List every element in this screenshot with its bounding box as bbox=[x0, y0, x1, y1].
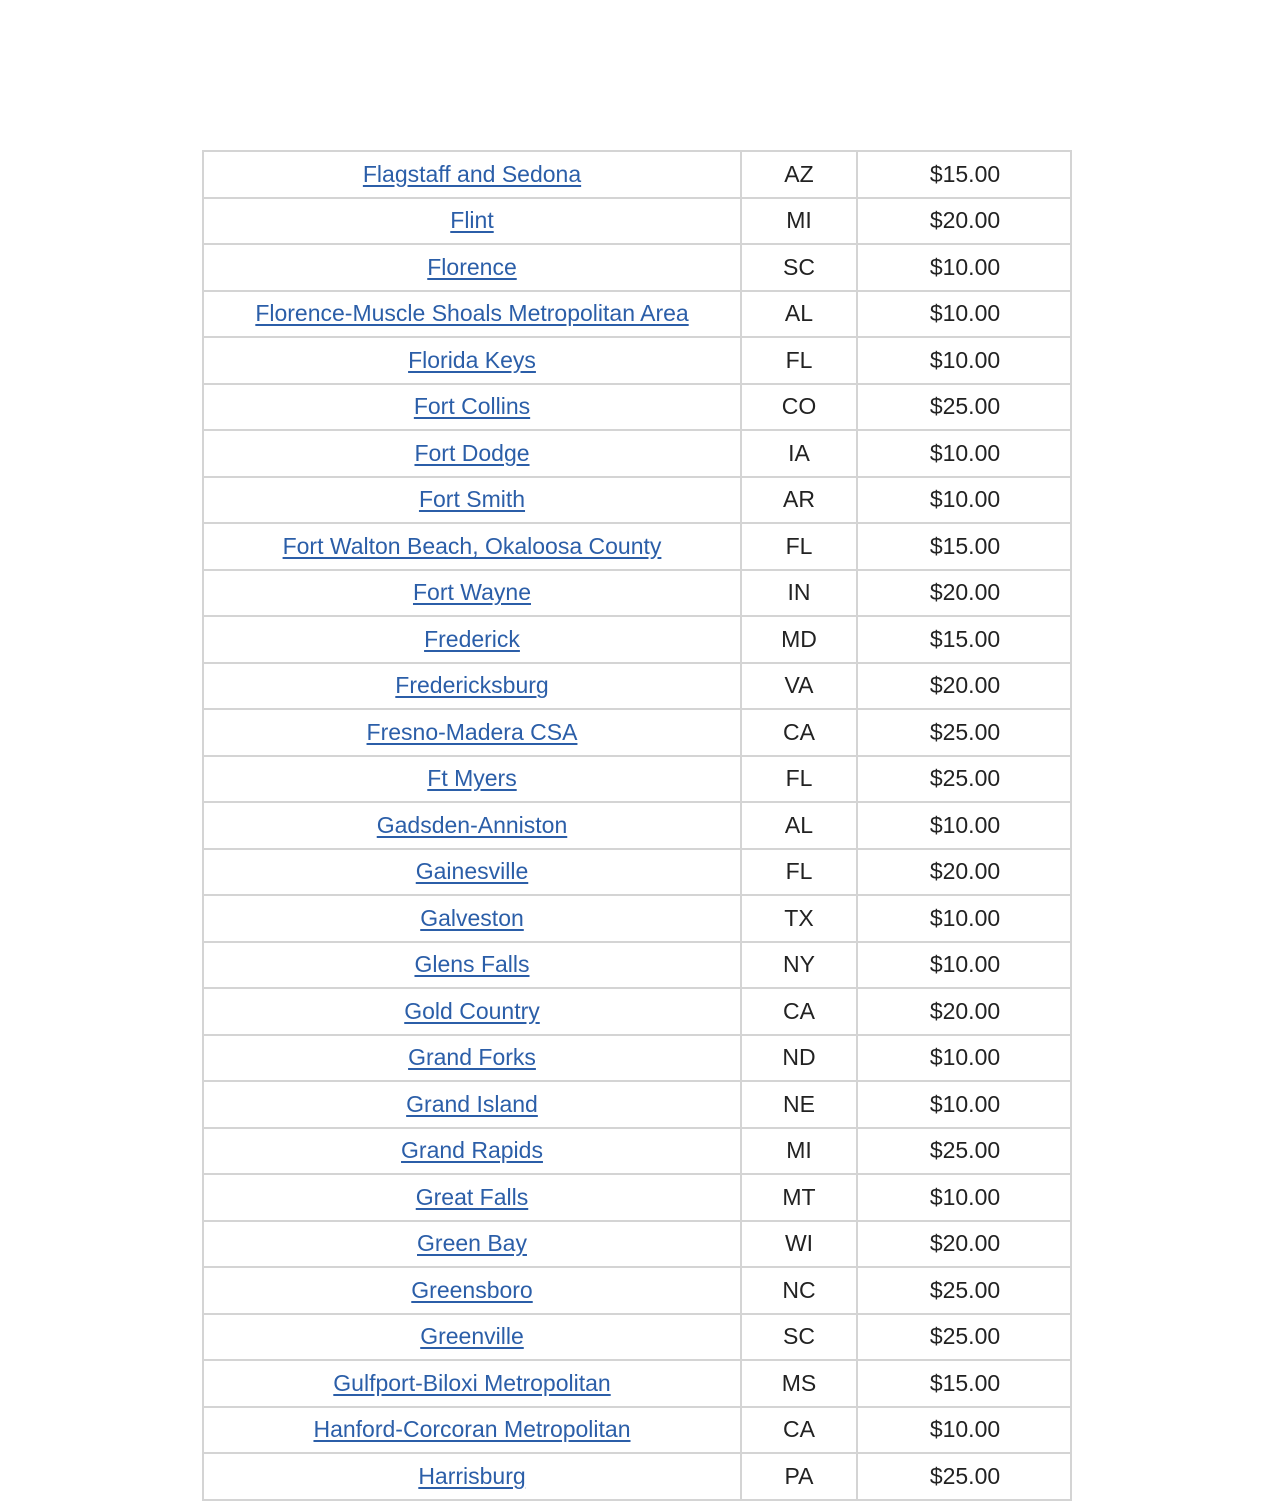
table-row bbox=[203, 384, 1071, 431]
city-cell bbox=[203, 1360, 741, 1407]
state-cell: IN bbox=[741, 570, 857, 617]
table-row bbox=[203, 802, 1071, 849]
price-cell: $20.00 bbox=[857, 570, 1071, 617]
price-cell: $25.00 bbox=[857, 1128, 1071, 1175]
city-link[interactable]: Florida Keys bbox=[408, 346, 536, 373]
city-link[interactable]: Fort Walton Beach, Okaloosa County bbox=[282, 532, 662, 559]
city-cell bbox=[203, 802, 741, 849]
table-row bbox=[203, 849, 1071, 896]
city-cell bbox=[203, 198, 741, 245]
table-row bbox=[203, 895, 1071, 942]
city-cell bbox=[203, 1221, 741, 1268]
table-row bbox=[203, 291, 1071, 338]
city-link[interactable]: Florence bbox=[427, 253, 517, 280]
table-row bbox=[203, 988, 1071, 1035]
state-cell: AL bbox=[741, 802, 857, 849]
table-row bbox=[203, 477, 1071, 524]
city-cell bbox=[203, 430, 741, 477]
city-cell bbox=[203, 1174, 741, 1221]
state-cell: IA bbox=[741, 430, 857, 477]
city-cell bbox=[203, 709, 741, 756]
table-row bbox=[203, 1035, 1071, 1082]
state-cell: AZ bbox=[741, 151, 857, 198]
table-row bbox=[203, 1128, 1071, 1175]
city-link[interactable]: Great Falls bbox=[415, 1183, 529, 1210]
city-cell bbox=[203, 151, 741, 198]
city-link[interactable]: Galveston bbox=[420, 904, 524, 931]
city-cell bbox=[203, 291, 741, 338]
state-cell: MT bbox=[741, 1174, 857, 1221]
state-cell: AL bbox=[741, 291, 857, 338]
state-cell: CO bbox=[741, 384, 857, 431]
price-cell: $10.00 bbox=[857, 1035, 1071, 1082]
price-cell: $25.00 bbox=[857, 709, 1071, 756]
city-link[interactable]: Gadsden-Anniston bbox=[376, 811, 568, 838]
city-cell bbox=[203, 988, 741, 1035]
city-cell bbox=[203, 570, 741, 617]
table-row bbox=[203, 756, 1071, 803]
table-row bbox=[203, 337, 1071, 384]
state-cell: MI bbox=[741, 1128, 857, 1175]
state-cell: CA bbox=[741, 1407, 857, 1454]
city-link[interactable]: Gold Country bbox=[404, 997, 540, 1024]
city-link[interactable]: Green Bay bbox=[417, 1230, 527, 1257]
city-cell bbox=[203, 616, 741, 663]
city-cell bbox=[203, 1128, 741, 1175]
table-row bbox=[203, 709, 1071, 756]
price-cell: $10.00 bbox=[857, 291, 1071, 338]
city-cell bbox=[203, 477, 741, 524]
state-cell: FL bbox=[741, 523, 857, 570]
table-row bbox=[203, 198, 1071, 245]
price-cell: $25.00 bbox=[857, 1453, 1071, 1500]
price-cell: $25.00 bbox=[857, 756, 1071, 803]
city-link[interactable]: Flint bbox=[450, 207, 494, 234]
city-link[interactable]: Frederick bbox=[424, 625, 520, 652]
city-cell bbox=[203, 244, 741, 291]
state-cell: FL bbox=[741, 849, 857, 896]
table-row bbox=[203, 1174, 1071, 1221]
price-cell: $25.00 bbox=[857, 384, 1071, 431]
price-cell: $10.00 bbox=[857, 430, 1071, 477]
city-link[interactable]: Flagstaff and Sedona bbox=[362, 160, 582, 187]
price-cell: $15.00 bbox=[857, 616, 1071, 663]
city-cell bbox=[203, 849, 741, 896]
city-cell bbox=[203, 942, 741, 989]
price-cell: $10.00 bbox=[857, 1407, 1071, 1454]
city-link[interactable]: Glens Falls bbox=[414, 951, 530, 978]
price-cell: $20.00 bbox=[857, 1221, 1071, 1268]
city-link[interactable]: Harrisburg bbox=[418, 1462, 526, 1489]
state-cell: MI bbox=[741, 198, 857, 245]
city-cell bbox=[203, 523, 741, 570]
city-link[interactable]: Ft Myers bbox=[427, 765, 517, 792]
state-cell: SC bbox=[741, 244, 857, 291]
state-cell: ND bbox=[741, 1035, 857, 1082]
city-cell bbox=[203, 756, 741, 803]
city-link[interactable]: Fort Smith bbox=[418, 486, 526, 513]
state-cell: MD bbox=[741, 616, 857, 663]
city-link[interactable]: Fort Dodge bbox=[414, 439, 530, 466]
price-cell: $10.00 bbox=[857, 1081, 1071, 1128]
state-cell: FL bbox=[741, 337, 857, 384]
price-cell: $20.00 bbox=[857, 849, 1071, 896]
city-link[interactable]: Gainesville bbox=[415, 858, 529, 885]
city-link[interactable]: Grand Forks bbox=[408, 1044, 536, 1071]
table-row bbox=[203, 151, 1071, 198]
table-row bbox=[203, 1314, 1071, 1361]
table-row bbox=[203, 244, 1071, 291]
state-cell: CA bbox=[741, 988, 857, 1035]
state-cell: CA bbox=[741, 709, 857, 756]
price-cell: $15.00 bbox=[857, 523, 1071, 570]
state-cell: MS bbox=[741, 1360, 857, 1407]
city-cell bbox=[203, 1407, 741, 1454]
price-cell: $20.00 bbox=[857, 198, 1071, 245]
price-cell: $10.00 bbox=[857, 477, 1071, 524]
table-row bbox=[203, 1360, 1071, 1407]
city-link[interactable]: Grand Island bbox=[406, 1090, 538, 1117]
city-link[interactable]: Florence-Muscle Shoals Metropolitan Area bbox=[255, 300, 689, 327]
state-cell: NY bbox=[741, 942, 857, 989]
price-cell: $10.00 bbox=[857, 1174, 1071, 1221]
state-cell: SC bbox=[741, 1314, 857, 1361]
city-cell bbox=[203, 1081, 741, 1128]
price-cell: $15.00 bbox=[857, 151, 1071, 198]
city-cell bbox=[203, 384, 741, 431]
city-link[interactable]: Fredericksburg bbox=[395, 672, 549, 699]
state-cell: VA bbox=[741, 663, 857, 710]
state-cell: NC bbox=[741, 1267, 857, 1314]
price-cell: $25.00 bbox=[857, 1314, 1071, 1361]
price-cell: $10.00 bbox=[857, 337, 1071, 384]
table-row bbox=[203, 523, 1071, 570]
price-cell: $15.00 bbox=[857, 1360, 1071, 1407]
city-link[interactable]: Greenville bbox=[420, 1323, 524, 1350]
city-rates-table bbox=[202, 150, 1072, 1501]
price-cell: $20.00 bbox=[857, 663, 1071, 710]
city-link[interactable]: Fort Collins bbox=[413, 393, 531, 420]
price-cell: $10.00 bbox=[857, 802, 1071, 849]
city-link[interactable]: Grand Rapids bbox=[401, 1137, 543, 1164]
city-cell bbox=[203, 663, 741, 710]
table-body bbox=[203, 151, 1071, 1500]
table-row bbox=[203, 1407, 1071, 1454]
table-row bbox=[203, 1081, 1071, 1128]
state-cell: PA bbox=[741, 1453, 857, 1500]
price-cell: $10.00 bbox=[857, 942, 1071, 989]
table-row bbox=[203, 942, 1071, 989]
table-row bbox=[203, 430, 1071, 477]
state-cell: WI bbox=[741, 1221, 857, 1268]
city-cell bbox=[203, 1267, 741, 1314]
price-cell: $20.00 bbox=[857, 988, 1071, 1035]
state-cell: TX bbox=[741, 895, 857, 942]
price-cell: $10.00 bbox=[857, 895, 1071, 942]
city-cell bbox=[203, 1035, 741, 1082]
table-row bbox=[203, 663, 1071, 710]
table-row bbox=[203, 570, 1071, 617]
price-cell: $10.00 bbox=[857, 244, 1071, 291]
state-cell: AR bbox=[741, 477, 857, 524]
price-cell: $25.00 bbox=[857, 1267, 1071, 1314]
city-cell bbox=[203, 337, 741, 384]
city-link[interactable]: Fort Wayne bbox=[412, 579, 531, 606]
city-link[interactable]: Gulfport-Biloxi Metropolitan bbox=[333, 1369, 611, 1396]
state-cell: NE bbox=[741, 1081, 857, 1128]
table-row bbox=[203, 616, 1071, 663]
city-cell bbox=[203, 1314, 741, 1361]
city-link[interactable]: Fresno-Madera CSA bbox=[366, 718, 578, 745]
state-cell: FL bbox=[741, 756, 857, 803]
city-link[interactable]: Hanford-Corcoran Metropolitan bbox=[313, 1416, 631, 1443]
city-cell bbox=[203, 895, 741, 942]
city-link[interactable]: Greensboro bbox=[411, 1276, 533, 1303]
table-row bbox=[203, 1267, 1071, 1314]
table-row bbox=[203, 1221, 1071, 1268]
